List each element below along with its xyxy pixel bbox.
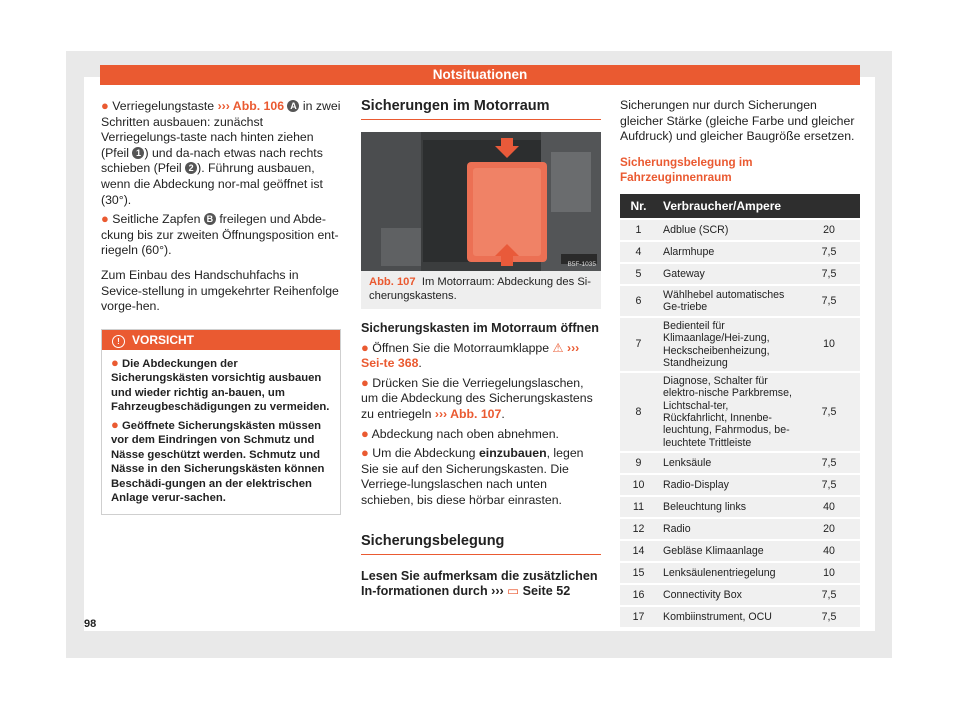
label-badge: A: [287, 100, 299, 112]
bullet-lock-button: ● Verriegelungstaste ››› Abb. 106 A in zwei Schritten ausbauen: zunächst Verriegelungs-taste nach hinten ziehen (Pfeil 1 ) und da-nach etwas nach rechts schieben (Pfeil 2 ). Führung ausbauen, wenn die Abdeckung nor-mal geöffnet ist (30°).: [101, 98, 341, 207]
column-middle: [361, 98, 601, 600]
fuse-ampere: 40: [798, 497, 860, 517]
table-row: [620, 519, 860, 539]
fuse-number: 7: [620, 318, 657, 371]
caution-header: ! VORSICHT: [102, 330, 340, 350]
fuse-consumer: Beleuchtung links: [657, 497, 798, 517]
table-row: [620, 563, 860, 583]
fuse-consumer: Connectivity Box: [657, 585, 798, 605]
caution-item: ● Die Abdeckungen der Sicherungskästen vorsichtig ausbauen und wieder richtig an-bauen, um Fahrzeugbeschädigungen zu vermeiden.: [111, 354, 330, 414]
step-item: ● Öffnen Sie die Motorraumklappe ⚠ ››› Sei-te 368.: [361, 339, 580, 371]
fuse-consumer: Lenksäule: [657, 453, 798, 473]
caution-item: ● Geöffnete Sicherungskästen müssen vor dem Eindringen von Schmutz und Nässe geschützt werden. Schmutz und Nässe in den Sicherungskästen können Beschädi-gungen an der elektrischen Anlage verur-sachen.: [111, 416, 325, 505]
fuse-consumer: Bedienteil für Klimaanlage/Hei-zung, Heckscheibenheizung, Standheizung: [657, 318, 798, 371]
table-row: [620, 286, 860, 316]
bullet-icon: ●: [111, 354, 119, 370]
paragraph-installation: Zum Einbau des Handschuhfachs in Sevice-stellung in umgekehrter Reihenfolge vorge-hen.: [101, 267, 339, 314]
fuse-consumer: Kombiinstrument, OCU: [657, 607, 798, 627]
table-row: [620, 264, 860, 284]
fuse-ampere: 7,5: [798, 242, 860, 262]
figure-caption: Abb. 107 Im Motorraum: Abdeckung des Si-cherungskastens.: [361, 271, 601, 309]
fuse-ampere: 7,5: [798, 585, 860, 605]
fuse-consumer: Radio: [657, 519, 798, 539]
bullet-side-pins: ● Seitliche Zapfen B freilegen und Abde-ckung bis zur zweiten Öffnungsposition ent-riegeln (60°).: [101, 211, 339, 258]
table-header-row: [620, 194, 860, 218]
fuse-ampere: 7,5: [798, 453, 860, 473]
section-title-fuses-engine: Sicherungen im Motorraum: [361, 98, 601, 120]
figure-ref-link[interactable]: ››› Abb. 106: [217, 99, 285, 113]
warning-triangle-icon: ⚠: [552, 340, 564, 355]
fuse-consumer: Diagnose, Schalter für elektro-nische Parkbremse, Lichtschal-ter, Rückfahrlicht, Innenbe-leuchtung, Fahrmodus, be-leuchtete Trittleiste: [657, 373, 798, 451]
fuse-ampere: 20: [798, 519, 860, 539]
fuse-consumer: Alarmhupe: [657, 242, 798, 262]
fuse-number: 15: [620, 563, 657, 583]
table-row: [620, 242, 860, 262]
page-ref-link[interactable]: ››› Sei-te 368: [361, 340, 580, 371]
fuse-consumer: Adblue (SCR): [657, 220, 798, 240]
fuse-ampere: 7,5: [798, 475, 860, 495]
fuse-consumer: Lenksäulenentriegelung: [657, 563, 798, 583]
fuse-ampere: 7,5: [798, 607, 860, 627]
section-header: Notsituationen: [100, 65, 860, 85]
fuse-number: 8: [620, 373, 657, 451]
bullet-icon: ●: [361, 374, 369, 390]
fuse-number: 14: [620, 541, 657, 561]
fuse-ampere: 40: [798, 541, 860, 561]
fuse-consumer: Gateway: [657, 264, 798, 284]
fuse-consumer: Wählhebel automatisches Ge-triebe: [657, 286, 798, 316]
fuse-consumer: Radio-Display: [657, 475, 798, 495]
column-right: [620, 98, 860, 629]
step-item: ● Um die Abdeckung einzubauen, legen Sie sie auf den Sicherungskasten. Die Verriege-lungslaschen nach unten schieben, bis diese hörbar einrasten.: [361, 445, 584, 507]
table-row: [620, 220, 860, 240]
column-header-nr: Nr.: [620, 194, 657, 218]
bullet-icon: ●: [101, 211, 109, 227]
caution-box: [101, 329, 341, 515]
table-row: [620, 585, 860, 605]
fuse-number: 1: [620, 220, 657, 240]
arrow-badge: 2: [185, 162, 197, 174]
bullet-icon: ●: [361, 425, 369, 441]
table-row: [620, 497, 860, 517]
page-number: 98: [84, 618, 97, 630]
engine-bay-illustration: [361, 132, 601, 271]
bullet-icon: ●: [361, 445, 369, 461]
subheading-open-fuse-box: Sicherungskasten im Motorraum öffnen: [361, 321, 599, 335]
fuse-consumer: Gebläse Klimaanlage: [657, 541, 798, 561]
fuse-number: 17: [620, 607, 657, 627]
photo-code: B5F-1035: [567, 261, 596, 268]
fuse-number: 9: [620, 453, 657, 473]
table-row: [620, 318, 860, 371]
fuse-ampere: 7,5: [798, 286, 860, 316]
fuse-number: 11: [620, 497, 657, 517]
arrow-badge: 1: [132, 147, 144, 159]
fuse-number: 12: [620, 519, 657, 539]
engine-fuse-box-photo: [361, 132, 601, 271]
table-row: [620, 453, 860, 473]
fuse-ampere: 10: [798, 318, 860, 371]
bullet-icon: ●: [111, 416, 119, 432]
table-row: [620, 475, 860, 495]
table-row: [620, 607, 860, 627]
warning-circle-icon: !: [112, 335, 125, 348]
fuse-number: 6: [620, 286, 657, 316]
column-header-consumer: Verbraucher/Ampere: [657, 194, 860, 218]
page-ref-link[interactable]: Seite 52: [522, 584, 571, 599]
paragraph-replace-fuses: Sicherungen nur durch Sicherungen gleicher Stärke (gleiche Farbe und gleicher Aufdruck) und gleicher Baugröße ersetzen.: [620, 98, 855, 144]
table-title: Sicherungsbelegung im Fahrzeuginnenraum: [620, 155, 753, 185]
bullet-icon: ●: [361, 339, 369, 355]
fuse-ampere: 7,5: [798, 373, 860, 451]
bullet-icon: ●: [101, 98, 109, 113]
figure-ref-link[interactable]: ››› Abb. 107: [434, 406, 502, 421]
fuse-number: 10: [620, 475, 657, 495]
caution-body: [102, 350, 340, 514]
section-title-fuse-assignment: Sicherungsbelegung: [361, 533, 601, 555]
fuse-ampere: 20: [798, 220, 860, 240]
column-left: [101, 98, 341, 515]
table-row: [620, 541, 860, 561]
fuse-number: 5: [620, 264, 657, 284]
fuse-table: [620, 192, 860, 629]
label-badge: B: [204, 213, 216, 225]
fuse-number: 16: [620, 585, 657, 605]
step-item: ● Drücken Sie die Verriegelungslaschen, um die Abdeckung des Sicherungskastens zu entriegeln ››› Abb. 107.: [361, 374, 593, 421]
fuse-ampere: 7,5: [798, 264, 860, 284]
book-icon: ▭: [507, 584, 520, 599]
table-row: [620, 373, 860, 451]
fuse-ampere: 10: [798, 563, 860, 583]
fuse-number: 4: [620, 242, 657, 262]
step-item: ● Abdeckung nach oben abnehmen.: [361, 425, 559, 441]
info-reference: Lesen Sie aufmerksam die zusätzlichen In-formationen durch ››› ▭ Seite 52: [361, 568, 598, 599]
